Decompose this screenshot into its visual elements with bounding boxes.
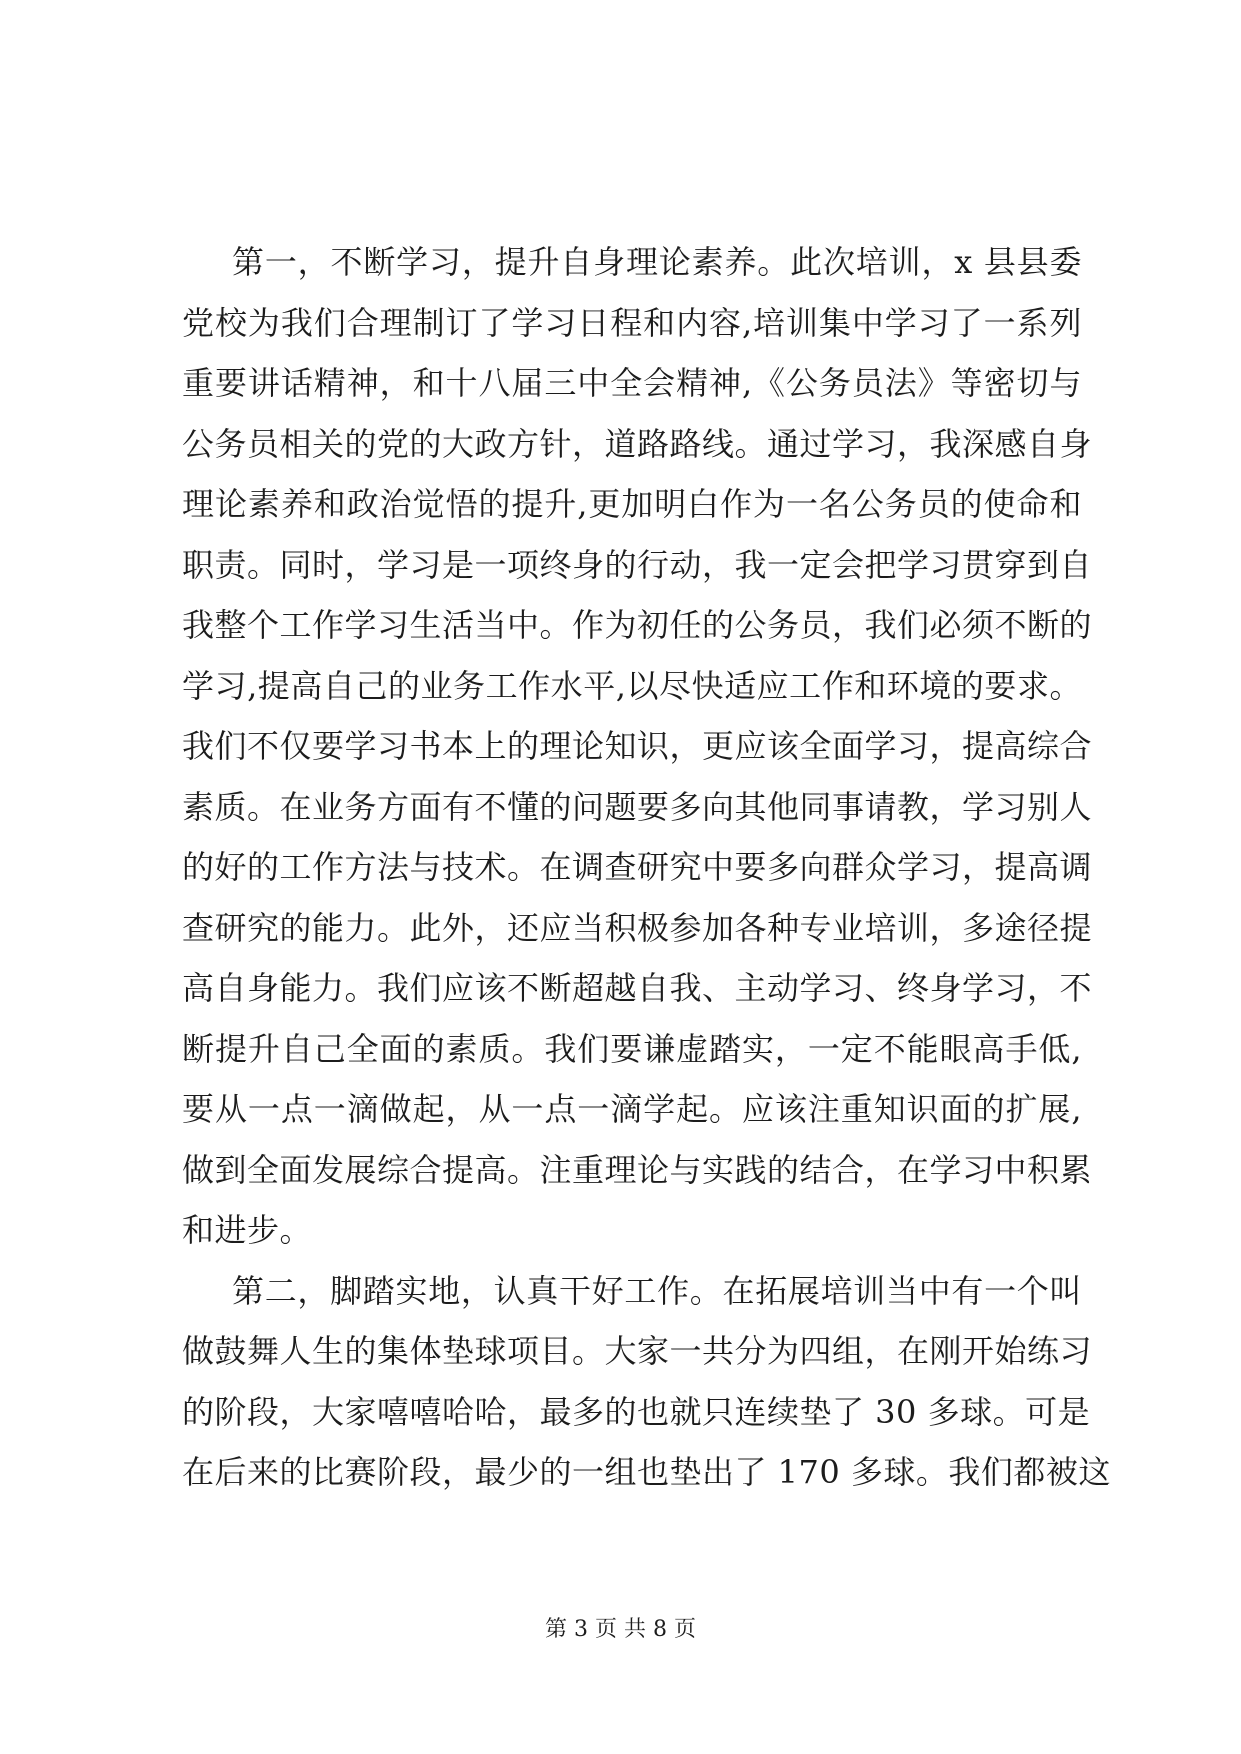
paragraph-1-line: 公务员相关的党的大政方针，道路路线。通过学习，我深感自身 [182, 424, 1093, 463]
paragraph-1-line: 重要讲话精神，和十八届三中全会精神,《公务员法》等密切与 [182, 364, 1082, 402]
paragraph-1-line: 查研究的能力。此外，还应当积极参加各种专业培训，多途径提 [182, 908, 1093, 947]
paragraph-2-line: 的阶段，大家嘻嘻哈哈，最多的也就只连续垫了 30 多球。可是 [182, 1392, 1091, 1431]
paragraph-1-line: 理论素养和政治觉悟的提升,更加明白作为一名公务员的使命和 [182, 485, 1082, 523]
paragraph-1-line: 和进步。 [182, 1211, 313, 1249]
paragraph-1-line: 学习,提高自己的业务工作水平,以尽快适应工作和环境的要求。 [182, 666, 1082, 705]
paragraph-2-line: 在后来的比赛阶段，最少的一组也垫出了 170 多球。我们都被这 [182, 1453, 1111, 1491]
paragraph-1-line: 的好的工作方法与技术。在调查研究中要多向群众学习，提高调 [182, 848, 1093, 886]
paragraph-1-line: 职责。同时，学习是一项终身的行动，我一定会把学习贯穿到自 [182, 545, 1093, 584]
paragraph-1-line: 我们不仅要学习书本上的理论知识，更应该全面学习，提高综合 [182, 727, 1093, 765]
paragraph-2-line: 第二，脚踏实地，认真干好工作。在拓展培训当中有一个叫 [232, 1271, 1082, 1310]
paragraph-2-line: 做鼓舞人生的集体垫球项目。大家一共分为四组，在刚开始练习 [182, 1332, 1093, 1370]
paragraph-1-line: 第一，不断学习，提升自身理论素养。此次培训，x 县县委 [232, 243, 1082, 281]
paragraph-1-line: 素质。在业务方面有不懂的问题要多向其他同事请教，学习别人 [182, 787, 1093, 826]
paragraph-1-line: 党校为我们合理制订了学习日程和内容,培训集中学习了一系列 [182, 303, 1082, 342]
paragraph-1-line: 高自身能力。我们应该不断超越自我、主动学习、终身学习，不 [182, 969, 1093, 1007]
page-number-footer: 第 3 页 共 8 页 [545, 1617, 696, 1642]
paragraph-1-line: 要从一点一滴做起，从一点一滴学起。应该注重知识面的扩展, [182, 1090, 1082, 1128]
document-body [182, 232, 1111, 1503]
paragraph-1-line: 做到全面发展综合提高。注重理论与实践的结合，在学习中积累 [182, 1150, 1093, 1189]
paragraph-1-line: 我整个工作学习生活当中。作为初任的公务员，我们必须不断的 [182, 606, 1093, 644]
paragraph-1-line: 断提升自己全面的素质。我们要谦虚踏实，一定不能眼高手低, [182, 1029, 1082, 1068]
